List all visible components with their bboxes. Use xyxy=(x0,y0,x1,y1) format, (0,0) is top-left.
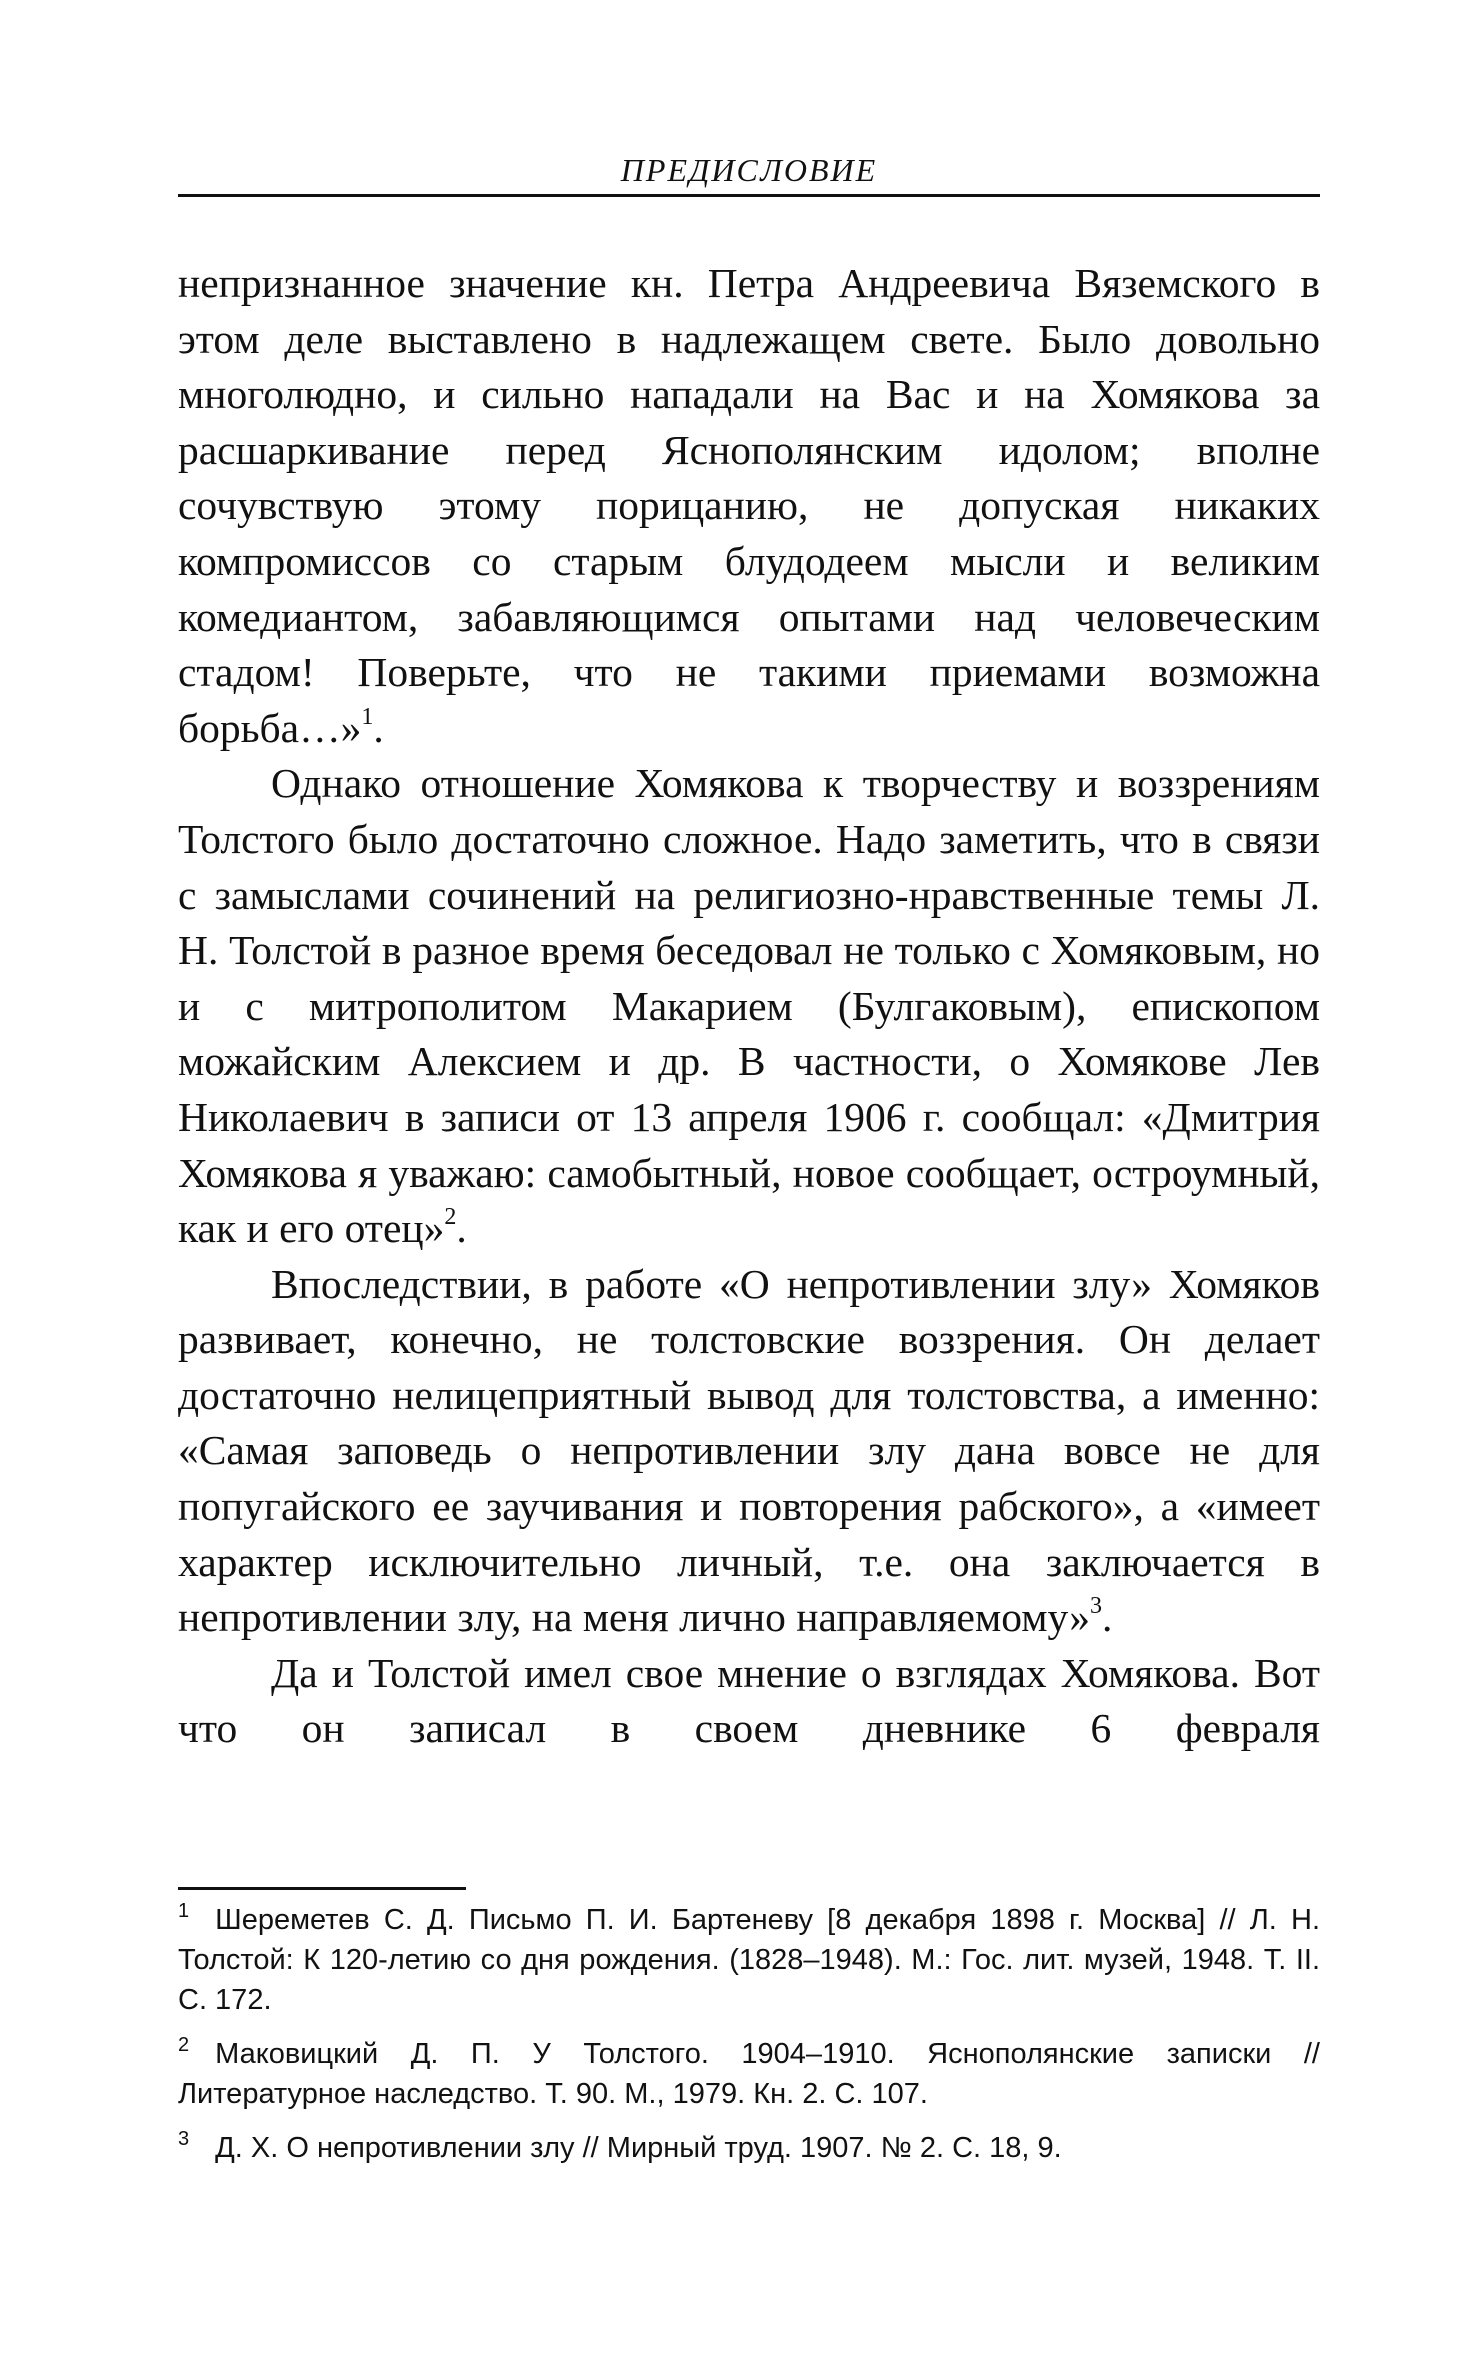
paragraph-tail: . xyxy=(456,1205,467,1252)
footnote-ref[interactable]: 2 xyxy=(444,1204,457,1231)
running-head: ПРЕДИСЛОВИЕ xyxy=(620,152,878,188)
paragraph-4 xyxy=(178,1646,1320,1757)
footnote-ref[interactable]: 1 xyxy=(361,703,374,730)
footnote-ref[interactable]: 3 xyxy=(1090,1593,1102,1620)
paragraph-text: Впоследствии, в работе «О непротивлении злу» Хомяков развивает, конечно, не толстовские воззрения. Он делает достаточно нелицеприятный вывод для толстовства, а именно: «Самая заповедь о непротивлении злу дана вовсе не для попугайского ее заучивания и повторения рабского», а «имеет характер исключительно личный, т.е. она заключается в непротивлении злу, на меня лично направляемому» xyxy=(178,1260,1320,1641)
footnote-text: Маковицкий Д. П. У Толстого. 1904–1910. Яснополянские записки // Литературное наследство. Т. 90. М., 1979. Кн. 2. С. 107. xyxy=(178,2038,1320,2110)
paragraph-text: Однако отношение Хомякова к творчеству и воззрениям Толстого было достаточно сложное. Надо заметить, что в связи с замыслами сочинений на религиозно-нравственные темы Л. Н. Толстой в разное время беседовал не только с Хомяковым, но и с митрополитом Макарием (Булгаковым), епископом можайским Алексием и др. В частности, о Хомякове Лев Николаевич в записи от 13 апреля 1906 г. сообщал: «Дмитрия Хомякова я уважаю: самобытный, новое сообщает, остроумный, как и его отец» xyxy=(178,760,1320,1252)
footnote-text: Д. Х. О непротивлении злу // Мирный труд. 1907. № 2. С. 18, 9. xyxy=(215,2132,1062,2164)
footnote-1 xyxy=(178,1900,1320,2020)
paragraph-text: непризнанное значение кн. Петра Андреевича Вяземского в этом деле выставлено в надлежащем свете. Было довольно многолюдно, и сильно нападали на Вас и на Хомякова за расшаркивание перед Яснополянским идолом; вполне сочувствую этому порицанию, не допуская никаких компромиссов со старым блудодеем мысли и великим комедиантом, забавляющимся опытами над человеческим стадом! Поверьте, что не такими приемами возможна борьба…» xyxy=(178,260,1320,751)
main-text xyxy=(178,256,1320,1757)
header-rule xyxy=(178,194,1320,197)
paragraph-text: Да и Толстой имел свое мнение о взглядах Хомякова. Вот что он записал в своем дневнике 6 февраля xyxy=(178,1649,1320,1752)
footnote-text: Шереметев С. Д. Письмо П. И. Бартеневу [8 декабря 1898 г. Москва] // Л. Н. Толстой: К 120-летию со дня рождения. (1828–1948). М.: Гос. лит. музей, 1948. Т. II. С. 172. xyxy=(178,1904,1320,2016)
paragraph-2 xyxy=(178,756,1320,1256)
paragraph-1 xyxy=(178,256,1320,756)
footnote-2 xyxy=(178,2034,1320,2114)
paragraph-tail: . xyxy=(1102,1594,1113,1641)
footnote-rule xyxy=(178,1887,466,1890)
footnote-number: 1 xyxy=(178,1900,190,1922)
footnotes xyxy=(178,1900,1320,2182)
footnote-number: 3 xyxy=(178,2128,190,2150)
footnote-number: 2 xyxy=(178,2034,190,2056)
paragraph-tail: . xyxy=(373,704,384,751)
paragraph-3 xyxy=(178,1257,1320,1646)
footnote-3 xyxy=(178,2128,1320,2168)
